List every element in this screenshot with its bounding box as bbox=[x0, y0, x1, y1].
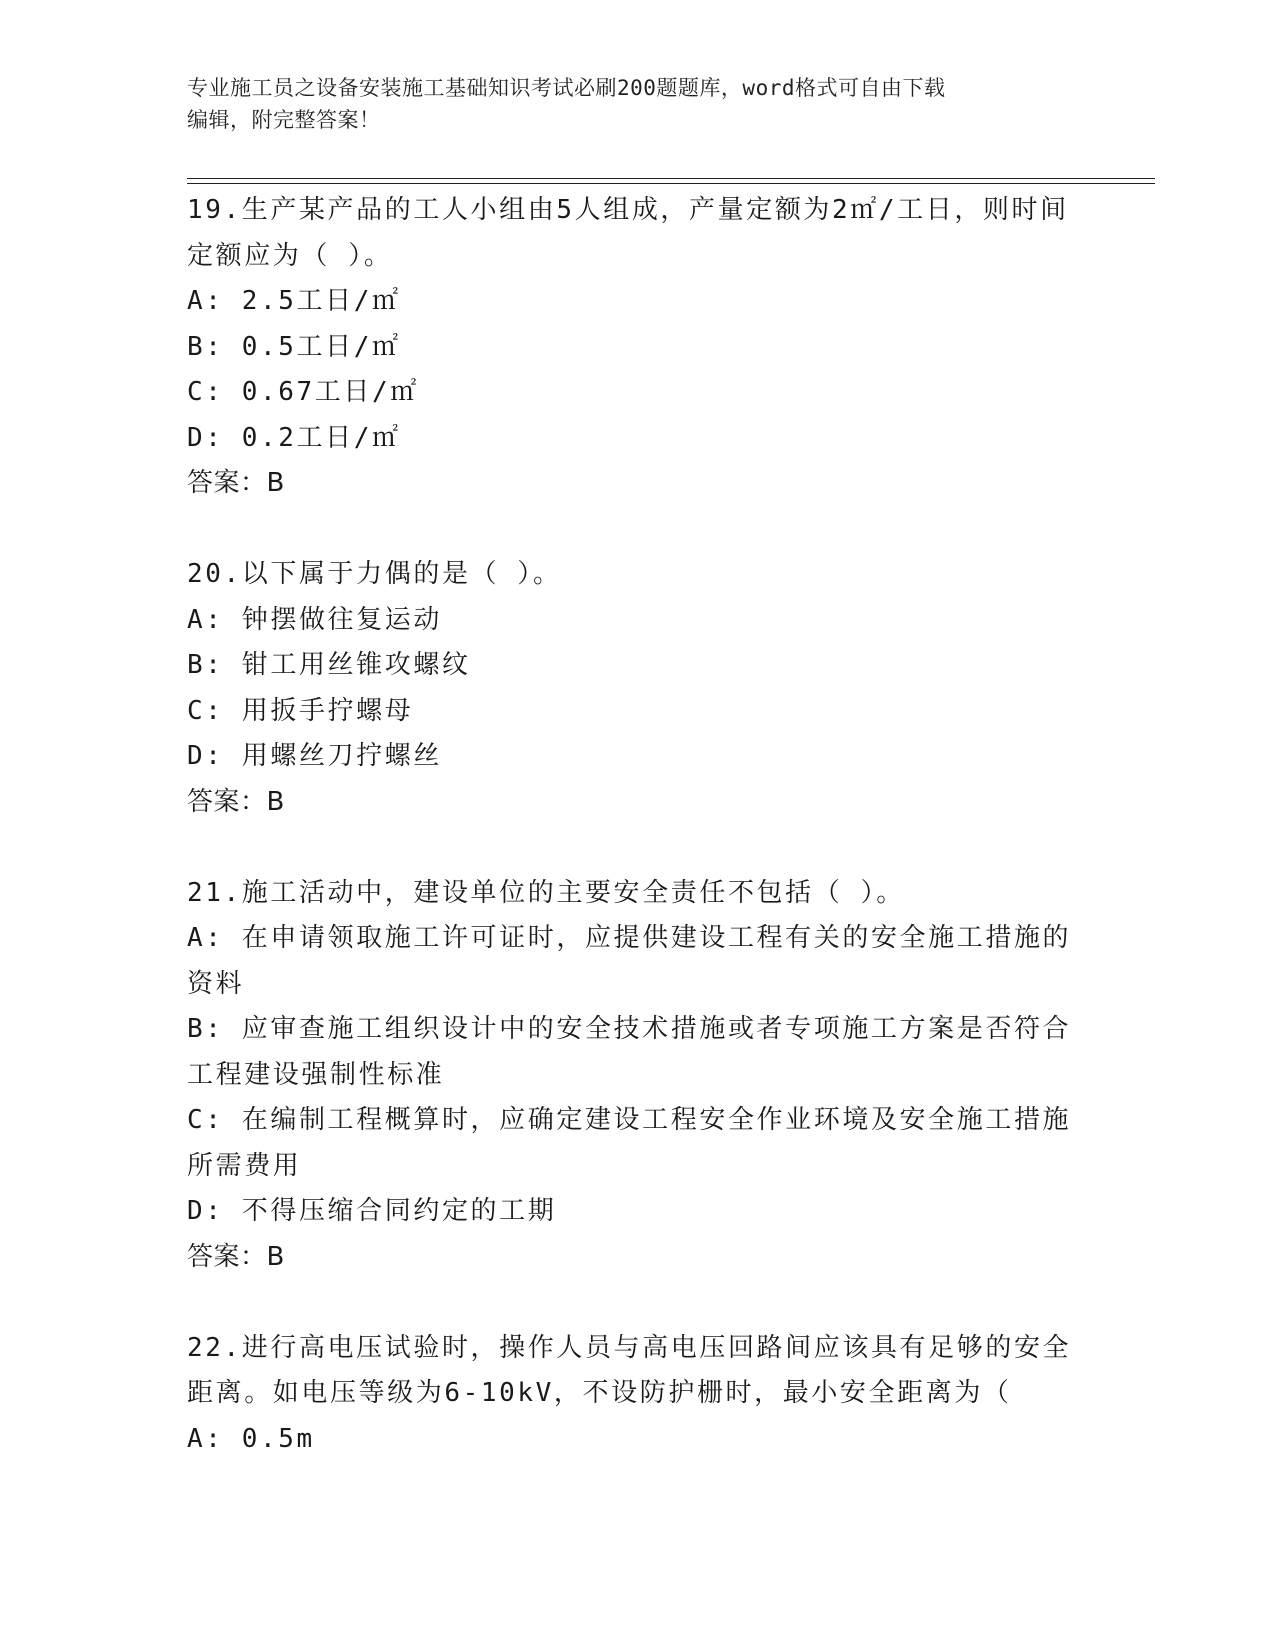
option-line: C: 用扳手拧螺母 bbox=[187, 695, 414, 726]
option-line: B: 钳工用丝锥攻螺纹 bbox=[187, 650, 471, 680]
header-line-2: 编辑，附完整答案！ bbox=[187, 108, 381, 132]
option-line: D: 0.2工日/㎡ bbox=[187, 422, 401, 453]
option-line: B: 0.5工日/㎡ bbox=[187, 331, 401, 362]
answer-line: 答案：B bbox=[187, 786, 285, 817]
option-line: 工程建设强制性标准 bbox=[187, 1059, 445, 1090]
question-block bbox=[187, 871, 1077, 1326]
question-spacer bbox=[187, 825, 1077, 871]
option-line: A: 2.5工日/㎡ bbox=[187, 286, 401, 316]
document-header bbox=[187, 72, 1067, 136]
question-block bbox=[187, 188, 1077, 552]
question-stem-line: 距离。如电压等级为6-10kV，不设防护栅时，最小安全距离为（ bbox=[187, 1378, 1012, 1408]
header-rule-top bbox=[187, 178, 1155, 179]
option-line: A: 在申请领取施工许可证时，应提供建设工程有关的安全施工措施的 bbox=[187, 923, 1072, 953]
option-line: A: 钟摆做往复运动 bbox=[187, 604, 442, 635]
answer-line: 答案：B bbox=[187, 468, 285, 498]
question-stem-line: 22.进行高电压试验时，操作人员与高电压回路间应该具有足够的安全 bbox=[187, 1332, 1072, 1363]
question-stem-line: 19.生产某产品的工人小组由5人组成，产量定额为2㎡/工日，则时间 bbox=[187, 195, 1069, 225]
answer-line: 答案：B bbox=[187, 1241, 285, 1272]
question-block bbox=[187, 1326, 1077, 1463]
option-line: D: 不得压缩合同约定的工期 bbox=[187, 1196, 557, 1226]
option-line: 资料 bbox=[187, 968, 245, 999]
question-spacer bbox=[187, 507, 1077, 553]
option-line: B: 应审查施工组织设计中的安全技术措施或者专项施工方案是否符合 bbox=[187, 1014, 1072, 1044]
option-line: 所需费用 bbox=[187, 1150, 302, 1181]
header-line-1: 专业施工员之设备安装施工基础知识考试必刷200题题库，word格式可自由下载 bbox=[187, 76, 946, 100]
option-line: D: 用螺丝刀拧螺丝 bbox=[187, 741, 442, 771]
option-line: A: 0.5m bbox=[187, 1423, 315, 1454]
question-block bbox=[187, 552, 1077, 871]
question-stem-line: 20.以下属于力偶的是（ ）。 bbox=[187, 559, 562, 589]
question-list bbox=[187, 188, 1077, 1462]
question-stem-line: 21.施工活动中，建设单位的主要安全责任不包括（ ）。 bbox=[187, 877, 905, 908]
option-line: C: 在编制工程概算时，应确定建设工程安全作业环境及安全施工措施 bbox=[187, 1105, 1072, 1135]
option-line: C: 0.67工日/㎡ bbox=[187, 377, 419, 407]
header-rule-bottom bbox=[187, 183, 1155, 184]
question-stem-line: 定额应为（ ）。 bbox=[187, 240, 393, 271]
question-spacer bbox=[187, 1280, 1077, 1326]
